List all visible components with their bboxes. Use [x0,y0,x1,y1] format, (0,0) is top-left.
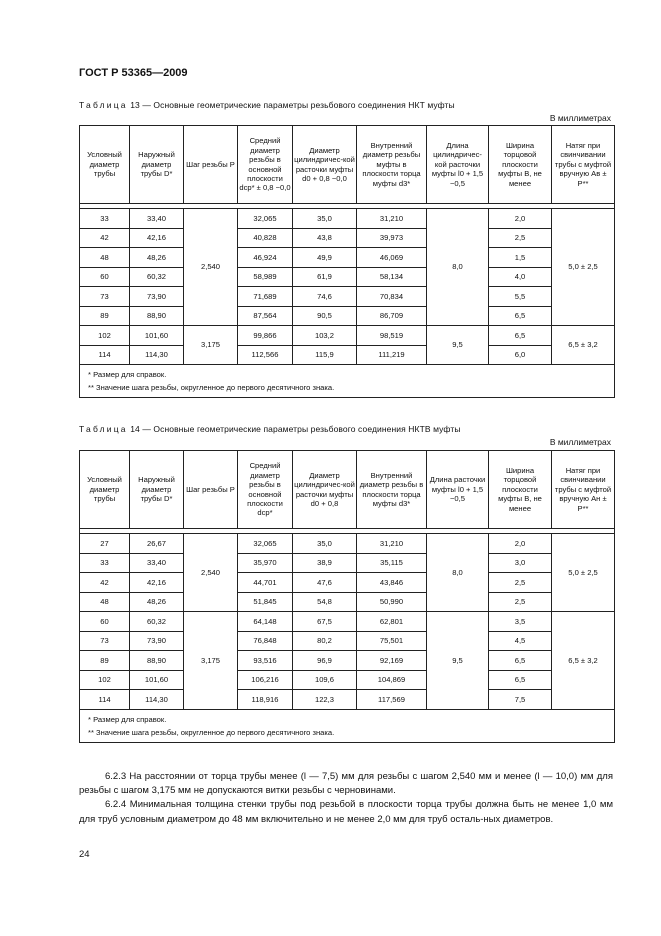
table-row [80,573,615,593]
table-notes [80,709,615,742]
face-width-cell: 6,5 [489,670,552,690]
table-notes-row [80,709,615,742]
table14-caption-text: 14 — Основные геометрические параметры резьбового соединения НКТВ муфты [130,424,461,434]
bore-diameter-cell: 74,6 [293,287,357,307]
bore-length-cell: 9,5 [427,612,489,710]
nominal-diameter-cell: 102 [80,670,130,690]
table-row [80,326,615,346]
table-row [80,209,615,229]
make-up-tension-cell: 5,0 ± 2,5 [552,534,615,612]
face-width-cell: 6,0 [489,345,552,365]
mean-diameter-cell: 118,916 [238,690,293,710]
outer-diameter-cell: 48,26 [130,592,184,612]
inner-diameter-cell: 31,210 [357,534,427,554]
face-width-cell: 2,0 [489,209,552,229]
face-width-cell: 5,5 [489,287,552,307]
table-row [80,631,615,651]
paragraph-6-2-3: 6.2.3 На расстоянии от торца трубы менее (l — 7,5) мм для резьбы с шагом 2,540 мм и менее (l — 10,0) мм для резьбы с шагом 3,175 мм не допускаются витки резьбы с черновинами. [79,771,613,797]
inner-diameter-cell: 98,519 [357,326,427,346]
table14-header-cell: Диаметр цилиндричес-кой расточки муфты d0 + 0,8 [293,451,357,529]
mean-diameter-cell: 35,970 [238,553,293,573]
inner-diameter-cell: 104,869 [357,670,427,690]
mean-diameter-cell: 64,148 [238,612,293,632]
face-width-cell: 6,5 [489,306,552,326]
bore-diameter-cell: 122,3 [293,690,357,710]
nominal-diameter-cell: 89 [80,651,130,671]
face-width-cell: 2,0 [489,534,552,554]
bore-diameter-cell: 109,6 [293,670,357,690]
mean-diameter-cell: 51,845 [238,592,293,612]
face-width-cell: 2,5 [489,592,552,612]
pitch-cell: 3,175 [184,612,238,710]
inner-diameter-cell: 35,115 [357,553,427,573]
table14-caption [79,424,461,434]
inner-diameter-cell: 62,801 [357,612,427,632]
outer-diameter-cell: 26,67 [130,534,184,554]
nominal-diameter-cell: 60 [80,267,130,287]
inner-diameter-cell: 75,501 [357,631,427,651]
table13 [79,125,615,398]
bore-diameter-cell: 47,6 [293,573,357,593]
face-width-cell: 7,5 [489,690,552,710]
table13-header-row [80,126,615,204]
mean-diameter-cell: 46,924 [238,248,293,268]
bore-length-cell: 8,0 [427,534,489,612]
table13-header-cell: Внутренний диаметр резьбы муфты в плоскости торца муфты d3* [357,126,427,204]
outer-diameter-cell: 114,30 [130,345,184,365]
body-paragraphs [79,770,613,827]
nominal-diameter-cell: 42 [80,228,130,248]
bore-diameter-cell: 115,9 [293,345,357,365]
inner-diameter-cell: 39,973 [357,228,427,248]
mean-diameter-cell: 112,566 [238,345,293,365]
table14-header-cell: Условный диаметр трубы [80,451,130,529]
outer-diameter-cell: 60,32 [130,612,184,632]
mean-diameter-cell: 87,564 [238,306,293,326]
nominal-diameter-cell: 48 [80,248,130,268]
bore-diameter-cell: 38,9 [293,553,357,573]
table14-caption-label: Таблица [79,424,128,434]
outer-diameter-cell: 101,60 [130,326,184,346]
pitch-cell: 2,540 [184,209,238,326]
table14-header-cell: Натяг при свинчивании трубы с муфтой вручную Aн ± P** [552,451,615,529]
table-note: ** Значение шага резьбы, округленное до первого десятичного знака. [88,727,335,737]
bore-diameter-cell: 54,8 [293,592,357,612]
nominal-diameter-cell: 102 [80,326,130,346]
bore-diameter-cell: 103,2 [293,326,357,346]
table13-header-cell: Шаг резьбы P [184,126,238,204]
table14-units: В миллиметрах [549,437,611,447]
make-up-tension-cell: 6,5 ± 3,2 [552,612,615,710]
table-row [80,228,615,248]
table14-header-cell: Внутренний диаметр резьбы в плоскости торца муфты d3* [357,451,427,529]
mean-diameter-cell: 58,989 [238,267,293,287]
page-number: 24 [79,849,90,860]
nominal-diameter-cell: 73 [80,631,130,651]
bore-length-cell: 8,0 [427,209,489,326]
make-up-tension-cell: 5,0 ± 2,5 [552,209,615,326]
inner-diameter-cell: 70,834 [357,287,427,307]
nominal-diameter-cell: 33 [80,209,130,229]
bore-diameter-cell: 96,9 [293,651,357,671]
bore-length-cell: 9,5 [427,326,489,365]
bore-diameter-cell: 43,8 [293,228,357,248]
table14-header-cell: Ширина торцовой плоскости муфты B, не менее [489,451,552,529]
outer-diameter-cell: 33,40 [130,553,184,573]
mean-diameter-cell: 106,216 [238,670,293,690]
inner-diameter-cell: 43,846 [357,573,427,593]
pitch-cell: 2,540 [184,534,238,612]
table14-header-row [80,451,615,529]
outer-diameter-cell: 42,16 [130,573,184,593]
table-note: * Размер для справок. [88,714,167,724]
mean-diameter-cell: 71,689 [238,287,293,307]
table13-units: В миллиметрах [549,113,611,123]
table-notes-row [80,365,615,398]
inner-diameter-cell: 31,210 [357,209,427,229]
inner-diameter-cell: 58,134 [357,267,427,287]
table-notes [80,365,615,398]
table14-header-cell: Средний диаметр резьбы в основной плоскости dср* [238,451,293,529]
table-row [80,306,615,326]
nominal-diameter-cell: 42 [80,573,130,593]
mean-diameter-cell: 32,065 [238,534,293,554]
pitch-cell: 3,175 [184,326,238,365]
bore-diameter-cell: 90,5 [293,306,357,326]
table-row [80,592,615,612]
nominal-diameter-cell: 89 [80,306,130,326]
face-width-cell: 1,5 [489,248,552,268]
table-note: * Размер для справок. [88,370,167,379]
table14-header-cell: Наружный диаметр трубы D* [130,451,184,529]
table-note: ** Значение шага резьбы, округленное до первого десятичного знака. [88,383,335,392]
mean-diameter-cell: 44,701 [238,573,293,593]
outer-diameter-cell: 73,90 [130,287,184,307]
table-row [80,345,615,365]
face-width-cell: 4,0 [489,267,552,287]
table13-caption-text: 13 — Основные геометрические параметры резьбового соединения НКТ муфты [130,100,455,110]
outer-diameter-cell: 114,30 [130,690,184,710]
table-row [80,287,615,307]
table14-header-cell: Длина расточки муфты l0 + 1,5 −0,5 [427,451,489,529]
nominal-diameter-cell: 33 [80,553,130,573]
table13-header-cell: Условный диаметр трубы [80,126,130,204]
face-width-cell: 2,5 [489,228,552,248]
nominal-diameter-cell: 73 [80,287,130,307]
face-width-cell: 6,5 [489,651,552,671]
table-row [80,248,615,268]
bore-diameter-cell: 67,5 [293,612,357,632]
inner-diameter-cell: 92,169 [357,651,427,671]
table-row [80,267,615,287]
table13-caption-label: Таблица [79,100,128,110]
table13-header-cell: Средний диаметр резьбы в основной плоскости dср* ± 0,8 −0,0 [238,126,293,204]
outer-diameter-cell: 60,32 [130,267,184,287]
table-row [80,651,615,671]
inner-diameter-cell: 46,069 [357,248,427,268]
make-up-tension-cell: 6,5 ± 3,2 [552,326,615,365]
outer-diameter-cell: 88,90 [130,306,184,326]
mean-diameter-cell: 76,848 [238,631,293,651]
bore-diameter-cell: 61,9 [293,267,357,287]
table-row [80,670,615,690]
face-width-cell: 6,5 [489,326,552,346]
face-width-cell: 3,0 [489,553,552,573]
document-header: ГОСТ Р 53365—2009 [79,67,188,79]
table14 [79,450,615,743]
table13-header-cell: Длина цилиндричес-кой расточки муфты l0 + 1,5 −0,5 [427,126,489,204]
table-row [80,534,615,554]
table14-header-cell: Шаг резьбы P [184,451,238,529]
mean-diameter-cell: 99,866 [238,326,293,346]
table13-header-cell: Ширина торцовой плоскости муфты B, не менее [489,126,552,204]
face-width-cell: 2,5 [489,573,552,593]
nominal-diameter-cell: 114 [80,345,130,365]
bore-diameter-cell: 80,2 [293,631,357,651]
table13-header-cell: Натяг при свинчивании трубы с муфтой вручную Aв ± P** [552,126,615,204]
bore-diameter-cell: 49,9 [293,248,357,268]
inner-diameter-cell: 86,709 [357,306,427,326]
mean-diameter-cell: 32,065 [238,209,293,229]
face-width-cell: 4,5 [489,631,552,651]
inner-diameter-cell: 117,569 [357,690,427,710]
table13-caption [79,100,455,110]
nominal-diameter-cell: 114 [80,690,130,710]
table-row [80,553,615,573]
outer-diameter-cell: 42,16 [130,228,184,248]
table-row [80,690,615,710]
bore-diameter-cell: 35,0 [293,209,357,229]
face-width-cell: 3,5 [489,612,552,632]
table-row [80,612,615,632]
bore-diameter-cell: 35,0 [293,534,357,554]
mean-diameter-cell: 40,828 [238,228,293,248]
paragraph-6-2-4: 6.2.4 Минимальная толщина стенки трубы под резьбой в плоскости торца трубы должна быть не менее 1,0 мм для труб условным диаметром до 48 мм включительно и не менее 2,0 мм для труб осталь-ных диаметров. [79,799,613,825]
table13-header-cell: Наружный диаметр трубы D* [130,126,184,204]
outer-diameter-cell: 73,90 [130,631,184,651]
mean-diameter-cell: 93,516 [238,651,293,671]
outer-diameter-cell: 101,60 [130,670,184,690]
inner-diameter-cell: 111,219 [357,345,427,365]
nominal-diameter-cell: 60 [80,612,130,632]
inner-diameter-cell: 50,990 [357,592,427,612]
nominal-diameter-cell: 48 [80,592,130,612]
outer-diameter-cell: 48,26 [130,248,184,268]
nominal-diameter-cell: 27 [80,534,130,554]
outer-diameter-cell: 33,40 [130,209,184,229]
outer-diameter-cell: 88,90 [130,651,184,671]
table13-header-cell: Диаметр цилиндричес-кой расточки муфты d0 + 0,8 −0,0 [293,126,357,204]
